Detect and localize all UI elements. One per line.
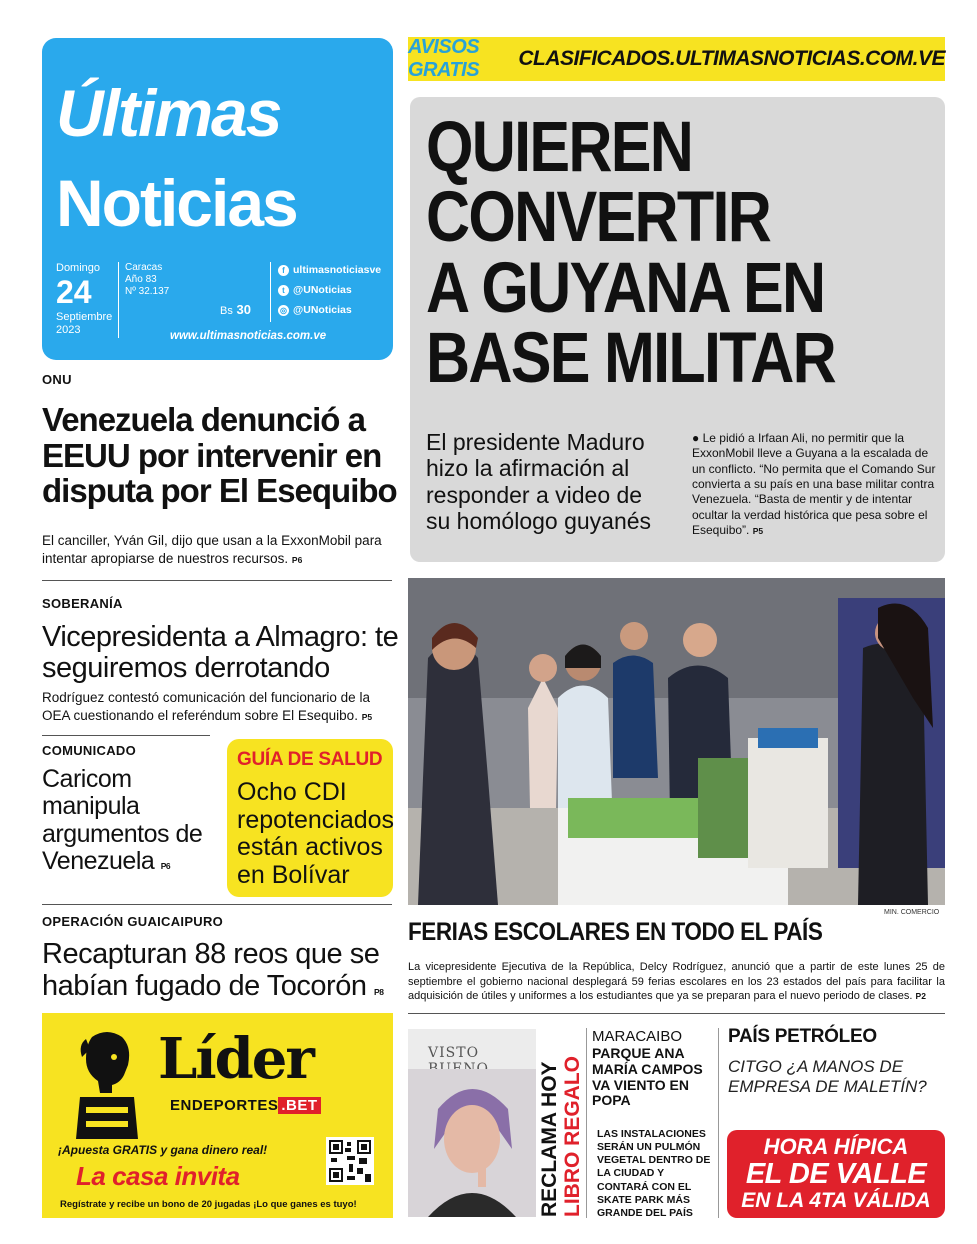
ad-tagline: ¡Apuesta GRATIS y gana dinero real! <box>58 1143 268 1157</box>
story-onu-kicker: ONU <box>42 372 72 387</box>
edition-issue-year: Año 83 <box>125 274 157 285</box>
classified-url: CLASIFICADOS.ULTIMASNOTICIAS.COM.VE <box>518 47 945 70</box>
page-ref: P5 <box>361 711 373 722</box>
photo-credit: MIN. COMERCIO <box>884 909 940 916</box>
book-title: VISTO <box>428 1045 480 1061</box>
story-onu-deck-text: El canciller, Yván Gil, dijo que usan a la ExxonMobil para intentar apropiarse de nuestros recursos. <box>42 533 382 566</box>
book-promo-line2: LIBRO REGALO <box>561 1056 584 1217</box>
page-ref: P2 <box>915 991 926 1002</box>
story-ferias-headline[interactable]: FERIAS ESCOLARES EN TODO EL PAÍS <box>408 918 823 946</box>
story-soberania-deck-text: Rodríguez contestó comunicación del funcionario de la OEA cuestionando el referéndum sobre El Esequibo. <box>42 690 370 723</box>
page-ref: P6 <box>160 860 171 871</box>
book-promo-text[interactable] <box>536 1029 586 1219</box>
divider <box>408 1013 945 1014</box>
story-onu-deck <box>42 532 392 567</box>
ad-brand-tld: .BET <box>278 1097 320 1114</box>
ad-brand-sub <box>170 1097 321 1114</box>
ad-brand: Líder <box>158 1026 313 1092</box>
ad-main-text: La casa invita <box>76 1161 240 1191</box>
edition-day: 24 <box>56 274 92 310</box>
health-guide-box[interactable] <box>227 739 393 897</box>
logo-ultimas: Últimas <box>56 76 281 150</box>
logo-noticias: Noticias <box>56 166 297 240</box>
qr-code-icon[interactable] <box>326 1137 374 1185</box>
hipica-line2: EL DE VALLE <box>745 1158 927 1190</box>
story-comunicado-kicker: COMUNICADO <box>42 743 136 758</box>
twitter-handle[interactable]: t @UNoticias <box>278 284 352 296</box>
page-ref: P5 <box>752 526 764 537</box>
facebook-icon: f <box>278 265 289 276</box>
edition-month: Septiembre <box>56 311 113 323</box>
hipica-banner[interactable] <box>727 1130 945 1218</box>
hipica-line1: HORA HÍPICA <box>763 1134 909 1159</box>
story-comunicado-headline-text: Caricom manipula argumentos de Venezuela <box>42 765 203 875</box>
edition-weekday: Domingo <box>56 262 101 274</box>
story-onu-headline[interactable]: Venezuela denunció a EEUU por intervenir en disputa por El Esequibo <box>42 401 397 510</box>
edition-info <box>125 262 169 298</box>
price-value: 30 <box>236 302 251 317</box>
book-cover-portrait <box>408 1069 536 1217</box>
edition-year: 2023 <box>56 323 81 336</box>
story-guaicaipuro-headline[interactable] <box>42 939 402 1003</box>
lead-headline-line: QUIEREN <box>426 108 693 187</box>
twitter-icon: t <box>278 285 289 296</box>
edition-month-year <box>56 311 112 336</box>
masthead-divider <box>270 262 271 322</box>
bullet-icon: ● <box>692 431 703 445</box>
classified-banner[interactable] <box>408 37 945 81</box>
story-soberania-headline[interactable]: Vicepresidenta a Almagro: te seguiremos derrotando <box>42 621 399 685</box>
story-comunicado-headline[interactable] <box>42 766 217 875</box>
instagram-icon: ◎ <box>278 305 289 316</box>
edition-issue-number: Nº 32.137 <box>125 286 170 297</box>
feria-photo[interactable] <box>408 578 945 905</box>
story-maracaibo-headline[interactable]: PARQUE ANA MARÍA CAMPOS VA VIENTO EN POPA <box>592 1045 703 1109</box>
divider <box>42 735 210 736</box>
hipica-line3: EN LA 4TA VÁLIDA <box>741 1189 931 1212</box>
divider <box>42 904 392 905</box>
divider <box>718 1028 719 1218</box>
story-soberania-deck <box>42 689 392 724</box>
lead-side-body: Le pidió a Irfaan Ali, no permitir que la ExxonMobil lleve a Guyana a la escalada de un conflicto. “No permita que el Comando Sur convierta a su país en una base militar contra Venezuela. “Basta de mentir y de intentar ocultar la verdad histórica que pesa sobre el Esequibo”. <box>692 431 936 538</box>
edition-city: Caracas <box>125 262 163 273</box>
story-guaicaipuro-kicker: OPERACIÓN GUAICAIPURO <box>42 914 224 929</box>
lead-headline-line: CONVERTIR <box>426 178 771 258</box>
page-ref: P8 <box>374 986 384 997</box>
divider <box>586 1028 587 1218</box>
feria-photo-illustration <box>408 578 945 905</box>
masthead <box>42 38 393 360</box>
warrior-head-logo <box>72 1027 142 1139</box>
website-link[interactable]: www.ultimasnoticias.com.ve <box>170 330 327 342</box>
lead-headline-line: BASE MILITAR <box>426 318 836 398</box>
book-promo-line1: RECLAMA HOY <box>538 1061 561 1217</box>
story-soberania-kicker: SOBERANÍA <box>42 596 123 611</box>
classified-label: AVISOS GRATIS <box>408 36 480 81</box>
betting-ad[interactable] <box>42 1013 393 1218</box>
story-petroleo-headline[interactable]: CITGO ¿A MANOS DE EMPRESA DE MALETÍN? <box>728 1057 927 1096</box>
masthead-divider <box>118 262 119 338</box>
page-ref: P6 <box>291 554 303 565</box>
story-ferias-deck <box>408 960 945 1004</box>
price-currency: Bs <box>220 305 233 317</box>
lead-subhead: El presidente Maduro hizo la afirmación al responder a video de su homólogo guyanés <box>426 429 652 535</box>
instagram-handle[interactable]: ◎ @UNoticias <box>280 304 352 316</box>
story-maracaibo-kicker: MARACAIBO <box>592 1028 683 1045</box>
facebook-handle[interactable]: f ultimasnoticiasve <box>278 264 381 276</box>
ad-brand-sub-text: ENDEPORTES <box>170 1097 279 1114</box>
lead-side-text <box>692 431 937 539</box>
lead-headline <box>426 108 865 398</box>
story-maracaibo-deck: LAS INSTALACIONES SERÁN UN PULMÓN VEGETAL DENTRO DE LA CIUDAD Y CONTARÁ CON EL SKATE PARK MÁS GRANDE DEL PAÍS <box>597 1128 711 1219</box>
book-cover[interactable] <box>408 1029 536 1217</box>
story-guaicaipuro-headline-text: Recapturan 88 reos que se habían fugado de Tocorón <box>42 938 380 1002</box>
ad-fine-print: Regístrate y recibe un bono de 20 jugadas ¡Lo que ganes es tuyo! <box>60 1199 357 1210</box>
lead-story[interactable] <box>410 97 945 562</box>
health-guide-headline: Ocho CDI repotenciados están activos en Bolívar <box>237 778 395 889</box>
health-guide-kicker: GUÍA DE SALUD <box>237 749 383 770</box>
lead-headline-line: A GUYANA EN <box>426 248 825 328</box>
edition-price <box>220 302 251 317</box>
story-petroleo-kicker: PAÍS PETRÓLEO <box>728 1026 877 1047</box>
divider <box>42 580 392 581</box>
story-ferias-deck-text: La vicepresidente Ejecutiva de la República, Delcy Rodríguez, anunció que a partir de este lunes 25 de septiembre el gobierno nacional desplegará 59 ferias escolares en los 23 estados del país para facilitar la adquisición de útiles y uniformes a los estudiantes que ya se preparan para el nuevo periodo de clases. <box>408 961 945 1003</box>
